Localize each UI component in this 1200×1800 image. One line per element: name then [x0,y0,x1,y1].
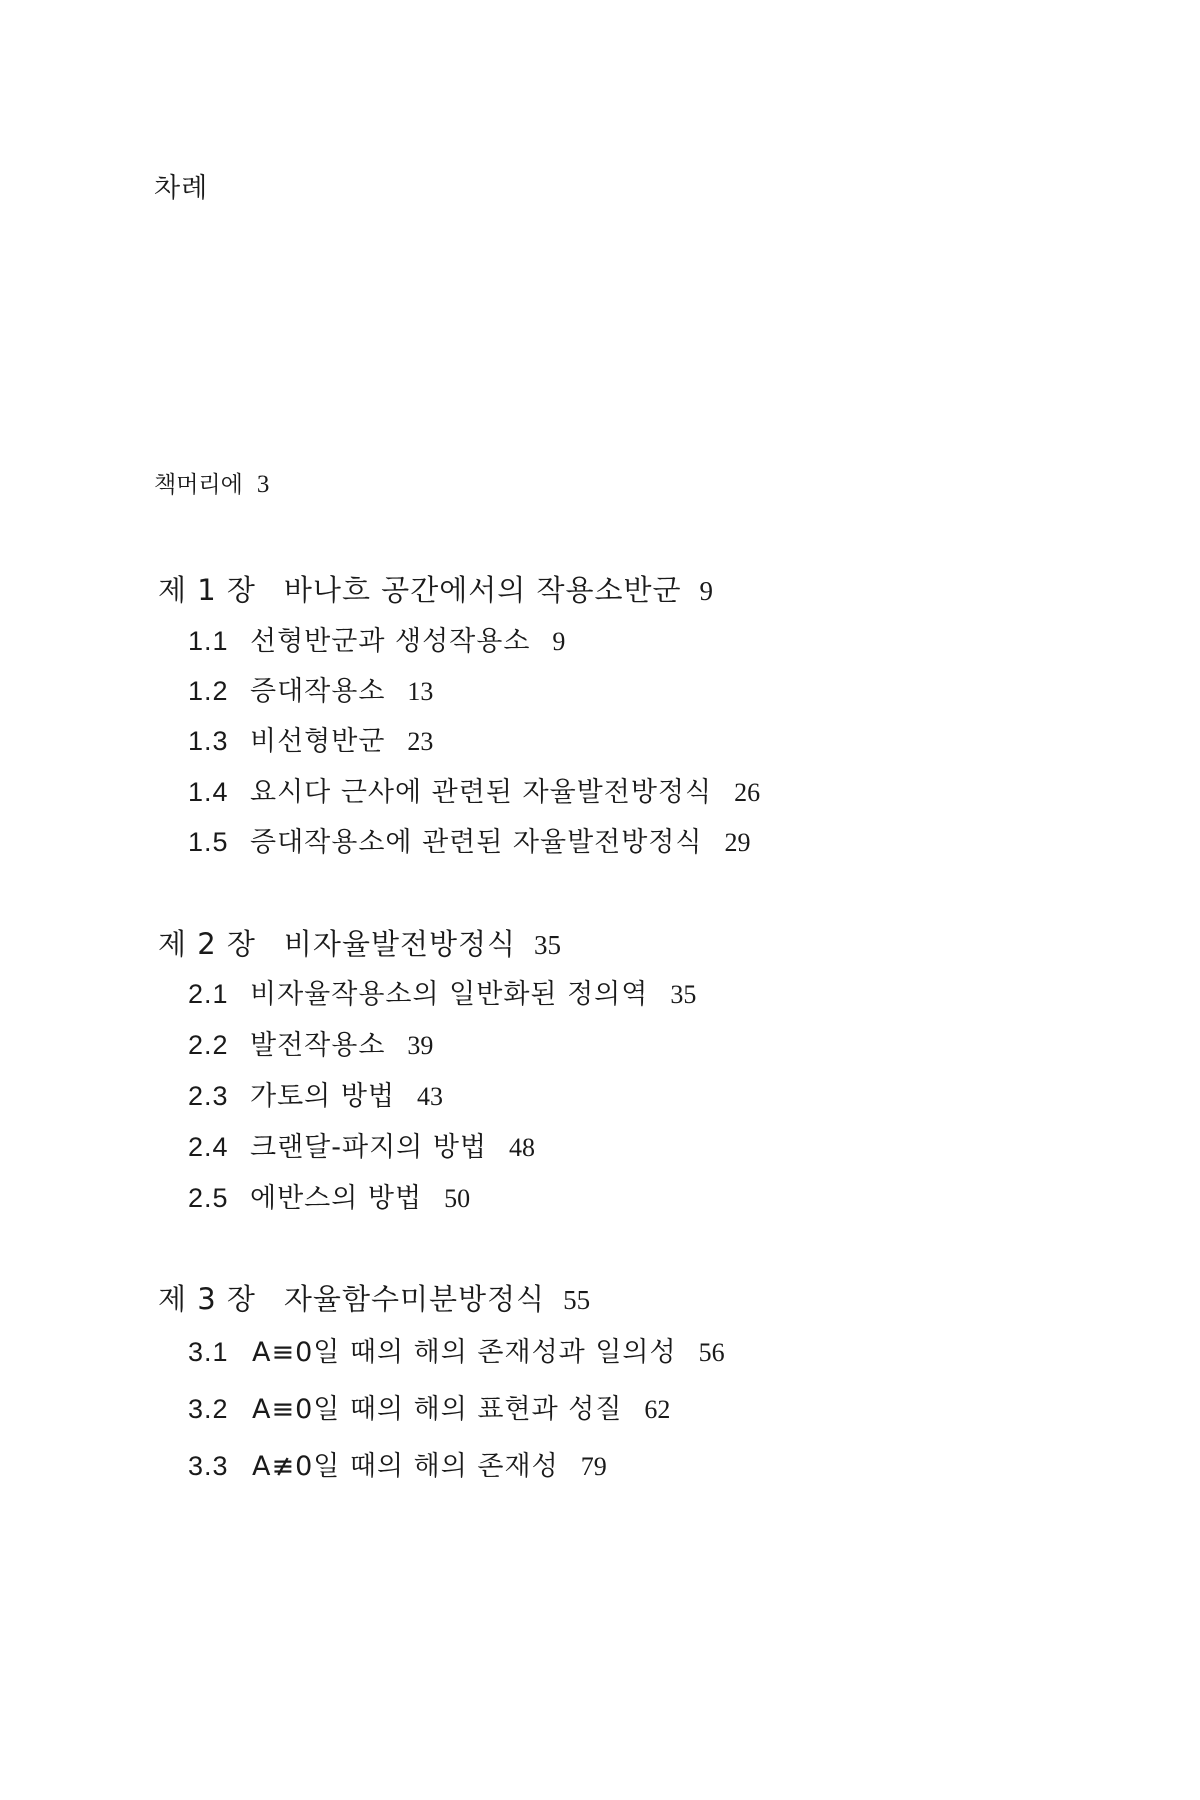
toc-entry [188,1125,535,1164]
chapter-title: 자율함수미분방정식 [283,1282,546,1316]
section-title: A≢0일 때의 해의 존재성 [252,1451,559,1482]
chapter-label: 제 1 장 [158,573,256,607]
section-title: 가토의 방법 [250,1081,395,1112]
toc-entry [188,1023,433,1062]
chapter-1-heading [158,568,713,609]
chapter-label: 제 2 장 [158,927,256,961]
section-page-number: 9 [552,627,566,656]
section-page-number: 62 [644,1395,671,1424]
section-number: 3.3 [188,1451,229,1481]
section-title: 크랜달-파지의 방법 [250,1132,487,1163]
section-title: 비선형반군 [250,726,386,757]
section-number: 1.5 [188,827,229,857]
toc-entry [188,1330,725,1369]
toc-entry [188,1074,443,1113]
section-number: 2.1 [188,979,229,1009]
section-page-number: 35 [670,980,697,1009]
section-page-number: 48 [508,1133,535,1162]
chapter-page-number: 55 [563,1285,591,1315]
section-title: 비자율작용소의 일반화된 정의역 [250,979,649,1010]
section-page-number: 50 [444,1184,471,1213]
section-number: 2.4 [188,1132,229,1162]
chapter-page-number: 9 [699,576,714,606]
section-page-number: 26 [734,778,761,807]
toc-entry [188,619,565,658]
section-title: 증대작용소 [250,676,386,707]
chapter-page-number: 35 [534,930,562,960]
toc-entry [188,1176,470,1215]
section-title: A≡0일 때의 해의 표현과 성질 [252,1394,623,1425]
section-title: A≡0일 때의 해의 존재성과 일의성 [252,1337,677,1368]
preface-entry [154,466,269,499]
section-page-number: 23 [407,727,434,756]
toc-entry [188,820,750,859]
toc-heading: 차례 [154,173,209,204]
section-title: 요시다 근사에 관련된 자율발전방정식 [250,777,713,808]
section-page-number: 56 [698,1338,725,1367]
section-number: 3.2 [188,1394,229,1424]
section-number: 1.2 [188,676,229,706]
section-number: 2.5 [188,1183,229,1213]
section-page-number: 39 [407,1031,434,1060]
chapter-label: 제 3 장 [158,1282,256,1316]
section-title: 선형반군과 생성작용소 [250,626,531,657]
toc-entry [188,719,433,758]
chapter-title: 비자율발전방정식 [283,927,517,961]
section-page-number: 13 [407,677,434,706]
chapter-2-heading [158,922,561,963]
chapter-3-heading [158,1277,590,1318]
section-number: 2.2 [188,1030,229,1060]
section-title: 증대작용소에 관련된 자율발전방정식 [250,827,703,858]
toc-entry [188,1387,670,1426]
section-page-number: 29 [724,828,751,857]
section-page-number: 43 [417,1082,443,1111]
section-number: 2.3 [188,1081,229,1111]
section-title: 발전작용소 [250,1030,386,1061]
section-title: 에반스의 방법 [250,1183,423,1214]
section-page-number: 79 [580,1452,607,1481]
section-number: 1.4 [188,777,229,807]
section-number: 1.3 [188,726,229,756]
chapter-title: 바나흐 공간에서의 작용소반군 [283,573,682,607]
toc-entry [188,1444,607,1483]
toc-entry [188,669,433,708]
preface-title: 책머리에 [154,472,243,498]
toc-entry [188,972,696,1011]
section-number: 1.1 [188,626,229,656]
toc-entry [188,770,760,809]
preface-page-number: 3 [256,471,270,498]
section-number: 3.1 [188,1337,229,1367]
